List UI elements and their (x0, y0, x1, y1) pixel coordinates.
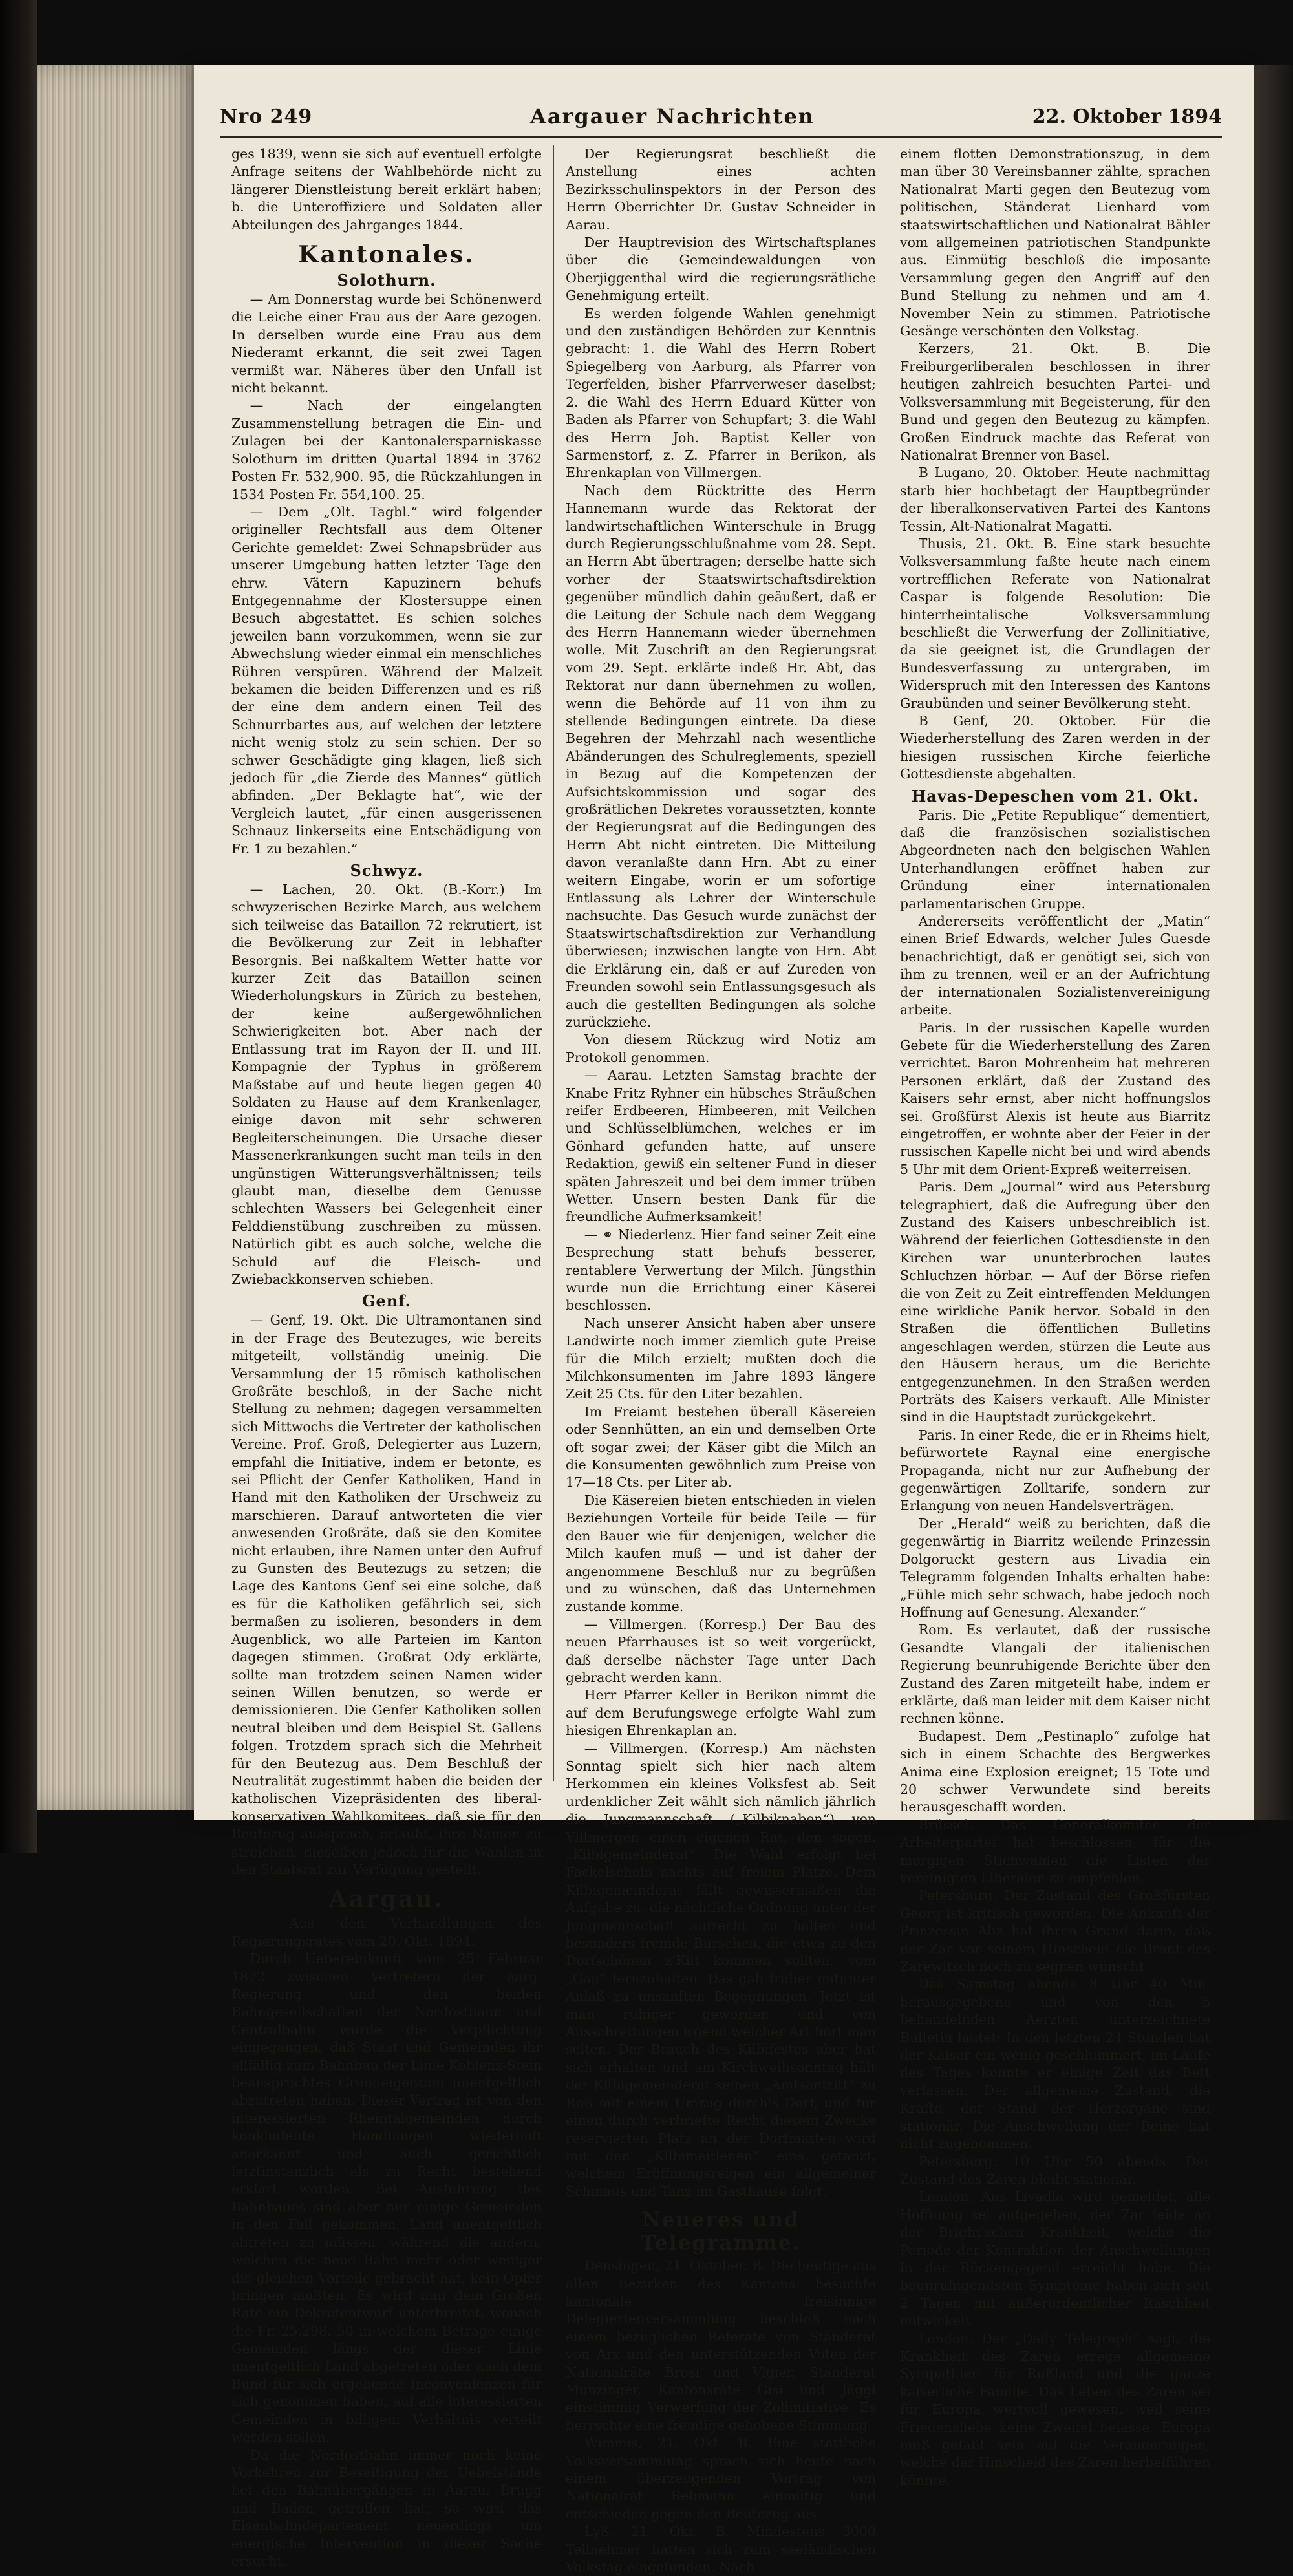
section-heading: Aargau. (328, 1886, 445, 1913)
article-paragraph: Der Hauptrevision des Wirtschaftsplanes über die Gemeindewaldungen von Oberjiggenthal wird die regierungsrätliche Genehmigung erteilt. (566, 235, 876, 304)
article-paragraph: B Genf, 20. Oktober. Für die Wiederherstellung des Zaren werden in der hiesigen russischen Kirche feierliche Gottesdienste abgehalten. (900, 713, 1210, 782)
subsection-heading: Genf. (361, 1292, 412, 1311)
article-paragraph: Im Freiamt bestehen überall Käsereien oder Sennhütten, an ein und demselben Orte oft sogar zwei; der Käser gibt die Milch an die Konsumenten gewöhnlich zum Preise von 17—18 Cts. per Liter ab. (566, 1403, 876, 1491)
newspaper-title: Aargauer Nachrichten (530, 104, 815, 129)
article-paragraph: ges 1839, wenn sie sich auf eventuell erfolgte Anfrage seitens der Wahlbehörde nicht zu längerer Dienstleistung bereit erklärt haben; b. die Unteroffiziere und Soldaten aller Abteilungen des Jahrganges 1844. (231, 146, 542, 233)
article-paragraph: Wimmis, 21. Okt. B. Eine stattliche Volksversammlung sprach sich heute nach einem überzeugenden Vortrag von Nationalrat Rebmann einmütig und entschieden gegen den Beutezug aus. (566, 2435, 876, 2522)
article-paragraph: — Aus den Verhandlungen des Regierungsrates vom 20. Okt. 1894. (231, 1915, 542, 1949)
article-paragraph: Nach unserer Ansicht haben aber unsere Landwirte noch immer ziemlich gute Preise für die Milch erzielt; mußten doch die Milchkonsumenten im Jahre 1893 längere Zeit 25 Cts. für den Liter bezahlen. (566, 1315, 876, 1402)
column-2 (553, 145, 888, 2575)
article-paragraph: London. Der „Daily Telegraph“ sagt, die Krankheit des Zaren errege allgemeine Sympathien für Rußland und die ganze kaiserliche Familie. Das Leben des Zaren sei für Europa wertvoll gewesen, weil seine Friedensliebe keine Zweifel belasse. Europa muß gefaßt sein auf die Veränderungen, welche der Hinscheid des Zaren herbeiführen könnte. (900, 2330, 1210, 2488)
issue-date: 22. Oktober 1894 (1032, 105, 1222, 128)
article-paragraph: Der „Herald“ weiß zu berichten, daß die gegenwärtig in Biarritz weilende Prinzessin Dolgoruckt gestern aus Livadia ein Telegramm folgenden Inhalts erhalten habe: „Fühle mich sehr schwach, habe jedoch noch Hoffnung auf Genesung. Alexander.“ (900, 1515, 1210, 1620)
article-paragraph: Kerzers, 21. Okt. B. Die Freiburgerliberalen beschlossen in ihrer heutigen zahlreich besuchten Partei- und Volksversammlung mit Begeisterung, für den Bund und gegen den Beutezug zu kämpfen. Großen Eindruck machte das Referat von Nationalrat Brenner von Basel. (900, 341, 1210, 463)
columns (220, 145, 1222, 2575)
article-paragraph: Brüssel. Das Generalkomitee der Arbeiterpartei hat beschlossen, für die morgigen Stichwahlen die Listen der vereinigten Liberalen zu empfehlen. (900, 1816, 1210, 1886)
page-header (220, 97, 1222, 138)
article-paragraph: Rom. Es verlautet, daß der russische Gesandte Vlangali der italienischen Regierung beunruhigende Berichte über den Zustand des Zaren mitgeteilt habe, indem er erklärte, daß man leider mit dem Kaiser nicht rechnen könne. (900, 1622, 1210, 1727)
article-paragraph: — Nach der eingelangten Zusammenstellung betragen die Ein- und Zulagen bei der Kantonalersparniskasse Solothurn im dritten Quartal 1894 in 3762 Posten Fr. 532,900. 95, die Rückzahlungen in 1534 Posten Fr. 554,100. 25. (231, 398, 542, 502)
article-paragraph: Es werden folgende Wahlen genehmigt und den zuständigen Behörden zur Kenntnis gebracht: 1. die Wahl des Herrn Robert Spiegelberg von Aarburg, als Pfarrer von Tegerfelden, bisher Pfarrverweser daselbst; 2. die Wahl des Herrn Eduard Kütter von Baden als Pfarrer von Schupfart; 3. die Wahl des Herrn Joh. Baptist Keller von Sarmenstorf, z. Z. Pfarrer in Berikon, als Ehrenkaplan von Villmergen. (566, 305, 876, 481)
article-paragraph: Die Käsereien bieten entschieden in vielen Beziehungen Vorteile für beide Teile — für den Bauer wie für denjenigen, welcher die Milch kaufen muß — und ist daher der angenommene Beschluß nur zu begrüßen und zu wünschen, daß das Unternehmen zustande komme. (566, 1492, 876, 1615)
article-paragraph: Von diesem Rückzug wird Notiz am Protokoll genommen. (566, 1032, 876, 1065)
column-1 (220, 145, 553, 2569)
section-heading: Neueres und Telegramme. (641, 2208, 801, 2255)
article-paragraph: — Am Donnerstag wurde bei Schönenwerd die Leiche einer Frau aus der Aare gezogen. In derselben wurde eine Frau aus dem Niederamt erkannt, die seit zwei Tagen vermißt war. Näheres über den Unfall ist nicht bekannt. (231, 292, 542, 396)
article-paragraph: Herr Pfarrer Keller in Berikon nimmt die auf dem Berufungswege erfolgte Wahl zum hiesigen Ehrenkaplan an. (566, 1687, 876, 1739)
article-paragraph: — Villmergen. (Korresp.) Der Bau des neuen Pfarrhauses ist so weit vorgerückt, daß derselbe nächster Tage unter Dach gebracht werden kann. (566, 1616, 876, 1685)
article-paragraph: Andererseits veröffentlicht der „Matin“ einen Brief Edwards, welcher Jules Guesde benachrichtigt, daß er genötigt sei, sich von ihm zu trennen, weil er an der Aufrichtung der internationalen Sozialistenvereinigung arbeite. (900, 913, 1210, 1018)
article-paragraph: Thusis, 21. Okt. B. Eine stark besuchte Volksversammlung faßte heute nach einem vortrefflichen Referate von Nationalrat Caspar is folgende Resolution: Die hinterrheintalische Volksversammlung beschließt die Verwerfung der Zollinitiative, da sie geeignet ist, die Grundlagen der Bundesverfassung zu untergraben, im Widerspruch mit den Interessen des Kantons Graubünden und seiner Bevölkerung steht. (900, 535, 1210, 711)
article-paragraph: — Genf, 19. Okt. Die Ultramontanen sind in der Frage des Beutezuges, wie bereits mitgeteilt, vollständig uneinig. Die Versammlung der 15 römisch katholischen Großräte beschloß, in der Sache nicht Stellung zu nehmen; dagegen versammelten sich Mittwochs die Vertreter der katholischen Vereine. Prof. Groß, Delegierter aus Luzern, empfahl die Initiative, indem er betonte, es sei Pflicht der Genfer Katholiken, Hand in Hand mit den Katholiken der Urschweiz zu marschieren. Darauf antworteten die vier anwesenden Großräte, daß sie den Komitee nicht erlauben, ihre Namen unter den Aufruf zu Gunsten des Beutezugs zu setzen; die Lage des Kantons Genf sei eine solche, daß es für die Katholiken gefährlich sei, sich bermaßen zu isolieren, besonders in dem Augenblick, wo alle Parteien im Kanton dagegen stimmen. Großrat Ody erklärte, sollte man trotzdem seinen Namen wider seinen Willen benutzen, so werde er demissionieren. Die Genfer Katholiken sollen neutral bleiben und dem Beispiel St. Gallens folgen. Trotzdem sprach sich die Mehrheit für den Beutezug aus. Dem Beschluß der Neutralität zugestimmt haben die beiden der katholischen Vizepräsidenten des liberal-konservativen Wahlkomitees, daß sie für den Beutezug aussprach, erlaubt, ihre Namen zu streichen, dieselben jedoch für die Wahlen in den Staatsrat zur Verfügung gestellt. (231, 1312, 542, 1877)
article-paragraph: — ⚭ Niederlenz. Hier fand seiner Zeit eine Besprechung statt behufs besserer, rentablere Verwertung der Milch. Jüngsthin wurde nun die Errichtung einer Käserei beschlossen. (566, 1226, 876, 1314)
article-paragraph: B Lugano, 20. Oktober. Heute nachmittag starb hier hochbetagt der Hauptbegründer der liberalkonservativen Partei des Kantons Tessin, Alt-Nationalrat Magatti. (900, 465, 1210, 534)
article-paragraph: Budapest. Dem „Pestinaplo“ zufolge hat sich in einem Schachte des Bergwerkes Anima eine Explosion ereignet; 15 Tote und 20 schwer Verwundete sind bereits herausgeschafft worden. (900, 1728, 1210, 1815)
article-paragraph: Petersburg. Der Zustand des Großfürsten Georg ist kritisch geworden. Die Ankunft der Prinzessin Aliz hat ihren Grund darin, daß der Zar vor seinem Hinscheid die Braut des Zarewitsch noch zu segnen wünscht. (900, 1888, 1210, 1975)
subsection-heading: Schwyz. (350, 861, 423, 880)
article-paragraph: — Villmergen. (Korresp.) Am nächsten Sonntag spielt sich hier nach altem Herkommen ein kleines Volksfest ab. Seit urdenklicher Zeit wählt sich nämlich jährlich die Jungmannschaft („Kilbiknaben“) von Villmergen einen eigenen Rat, den sogen. „Kilbigemeinderat“. Die Wahl erfolgt bei Fackelschein nachts auf freiem Platze. Dem Kilbigemeinderat fällt gewissermaßen die Aufgabe zu, die nächtliche Ordnung unter der Jungmannschaft aufrecht zu halten und besonders fremde Burschen, die etwa zu den Dorfschönen z'Kilt kommen sollten, vom „Gäu“ fernzuhalten. Das gab früher mitunter Anlaß zu unsanften Begegnungen. Jetzt ist man ruhiger geworden und von Ausschreitungen irgend welcher Art hört man selten. Der Brauch des Kilbifestes aber hat sich erhalten und am Kirchweihsonntag hält der Kilbigemeinderat seinen „Amtsantritt“ zu Roß mit einem Umzug durch's Dorf, und für einen durch verbriefte Recht diesem Zwecke reservierten Platz an der Dorfmatten wird mit den „Kilbimeitlenen“ eins getanzt, welchem Eröffnungsreigen ein allgemeiner Schmaus und Tanz im Gasthause folgt. (566, 1740, 876, 2199)
newspaper-page (194, 65, 1254, 2575)
subsection-heading: Solothurn. (337, 271, 436, 290)
article-paragraph: einem flotten Demonstrationszug, in dem man über 30 Vereinsbanner zählte, sprachen Nationalrat Marti gegen den Beutezug vom politischen, Ständerat Lienhard vom staatswirtschaftlichen und Nationalrat Bähler vom allgemeinen patriotischen Standpunkte aus. Einmütig beschloß die imposante Versammlung gegen den Angriff auf den Bund Stellung zu nehmen und am 4. November Nein zu stimmen. Patriotische Gesänge verschönten den Volkstag. (900, 146, 1210, 339)
article-paragraph: Das Samstag abends 8 Uhr 40 Min. herausgegebene und von den 5 behandelnden Aerzten unterzeichnete Bulletin lautet: In den letzten 24 Stunden hat der Kaiser ein wenig geschlummert, im Laufe des Tages konnte er einige Zeit das Bett verlassen. Der allgemeine Zustand, die Kräfte, der Stand der Herzorgane sind stationär. Die Anschwellung der Beine hat nicht zugenommen. (900, 1976, 1210, 2152)
article-paragraph: Paris. In einer Rede, die er in Rheims hielt, befürwortete Raynal eine energische Propaganda, nicht nur zur Aufhebung der gegenwärtigen Zolltarife, sondern zur Erlangung von neuen Handelsverträgen. (900, 1427, 1210, 1514)
article-paragraph: Nach dem Rücktritte des Herrn Hannemann wurde das Rektorat der landwirtschaftlichen Winterschule in Brugg durch Regierungsschlußnahme vom 28. Sept. an Herrn Abt übertragen; derselbe hatte sich vorher der Staatswirtschaftsdirektion gegenüber mündlich dahin geäußert, daß er die Leitung der Schule nach dem Weggang des Herrn Hannemann wieder übernehmen wolle. Mit Zuschrift an den Regierungsrat vom 29. Sept. erklärte indeß Hr. Abt, das Rektorat nur dann übernehmen zu wollen, wenn die Behörde auf 11 von ihm zu stellende Bedingungen eintrete. Da diese Begehren der Mehrzahl nach wesentliche Abänderungen des Schulreglements, speziell in Bezug auf die Kompetenzen der Aufsichtskommission und sogar des großrätlichen Dekretes voraussetzten, konnte der Regierungsrat auf die Bedingungen des Herrn Abt nicht eintreten. Die Mitteilung davon veranlaßte dann Hrn. Abt zu einer weitern Eingabe, worin er um sofortige Entlassung als Lehrer der Winterschule nachsuchte. Das Gesuch wurde zunächst der Staatswirtschaftsdirektion zur Verhandlung überwiesen; inzwischen langte von Hrn. Abt die Erklärung ein, daß er auf Zureden von Freunden sowohl sein Entlassungsgesuch als auch die gestellten Bedingungen als solche zurückziehe. (566, 482, 876, 1030)
article-paragraph: Da die Nordostbahn immer noch keine Vorkehren zur Beseitigung der Uebelstände bei den Bahnübergängen in Aarau, Brugg und Baden getroffen hat, so wird das Eisenbahndepartement neuerdings um energische Intervention in dieser Sache ersucht. (231, 2447, 542, 2569)
article-paragraph: Paris. Dem „Journal“ wird aus Petersburg telegraphiert, daß die Aufregung über den Zustand des Kaisers unbeschreiblich ist. Während der feierlichen Gottesdienste in den Kirchen war ununterbrochen lautes Schluchzen hörbar. — Auf der Börse riefen die von Zeit zu Zeit eintreffenden Meldungen eine wirkliche Panik hervor. Sobald in den Straßen die öffentlichen Bulletins angeschlagen werden, stürzen die Leute aus den Häusern heraus, um die Berichte entgegenzunehmen. In den Straßen werden Porträts des Kaisers verkauft. Alle Minister sind in die Hauptstadt zurückgekehrt. (900, 1179, 1210, 1425)
section-heading: Kantonales. (298, 241, 475, 269)
article-paragraph: — Lachen, 20. Okt. (B.-Korr.) Im schwyzerischen Bezirke March, aus welchem sich teilweise das Bataillon 72 rekrutiert, ist die Bevölkerung zur Zeit in lebhafter Besorgnis. Bei naßkaltem Wetter hatte vor kurzer Zeit das Bataillon seinen Wiederholungskurs in Zürich zu bestehen, der keine außergewöhnlichen Schwierigkeiten bot. Aber nach der Entlassung trat im Rayon der II. und III. Kompagnie der Typhus in größerem Maßstabe auf und heute liegen gegen 40 Soldaten zu Hause auf dem Krankenlager, einige davon mit sehr schweren Begleiterscheinungen. Die Ursache dieser Massenerkrankungen sucht man teils in den ungünstigen Witterungsverhältnissen; teils glaubt man, dieselbe dem Genusse schlechten Wassers bei Gelegenheit einer Felddienstübung zuschreiben zu müssen. Natürlich gibt es auch solche, welche die Schuld auf die Fleisch- und Zwiebackkonserven schieben. (231, 882, 542, 1287)
article-paragraph: — Aarau. Letzten Samstag brachte der Knabe Fritz Ryhner ein hübsches Sträußchen reifer Erdbeeren, Himbeeren, mit Veilchen und Schlüsselblümchen, welches er im Gönhard gefunden hatte, auf unsere Redaktion, gewiß ein seltener Fund in dieser späten Jahreszeit und bei dem immer trüben Wetter. Unsern besten Dank für die freundliche Aufmerksamkeit! (566, 1067, 876, 1225)
article-paragraph: Der Regierungsrat beschließt die Anstellung eines achten Bezirksschulinspektors in der Person des Herrn Oberrichter Dr. Gustav Schneider in Aarau. (566, 146, 876, 233)
issue-number: Nro 249 (220, 105, 313, 128)
scan-edge-right (1254, 65, 1293, 1820)
scan-edge (0, 0, 37, 1853)
article-paragraph: Paris. In der russischen Kapelle wurden Gebete für die Wiederherstellung des Zaren verrichtet. Baron Mohrenheim hat mehreren Personen erklärt, daß der Zustand des Kaisers sehr ernst, aber nicht hoffnungslos sei. Großfürst Alexis ist heute aus Biarritz eingetroffen, er wohnte aber der Feier in der russischen Kapelle nicht bei und wird abends 5 Uhr mit dem Orient-Expreß weiterreisen. (900, 1019, 1210, 1177)
article-paragraph: Durch Uebereinkunft vom 25 Februar 1872 zwischen Vertretern der aarg. Regierung und den beiden Bahngesellschaften der Nordostbahn und Centralbahn wurde die Verpflichtung eingegangen, daß Staat und Gemeinden ihr allfällig zum Bahnbau der Linie Koblenz-Stein beanspruchtes Grundeigentum unentgeltlich abzutreten haben. Dieser Vertrag ist von den interessierten Rheintalgemeinden durch konkludente Handlungen wiederholt anerkannt und auch gerichtlich letztinstanzlich als zu Recht bestehend erklärt worden. Bei Ausführung des Bahnbaues sind aber nur einige Gemeinden in den Fall gekommen, Land unentgeltlich abtreten zu müssen, während die andern, welchen die neue Bahn mehr oder weniger die gleichen Vorteile gebracht hat, kein Opfer bringen mußten. Es wird nun dem Großen Rate ein Dekretentwurf unterbreitet, wonach die Fr. 25,298. 50 in welchem Betrage einige Gemeinden längs der dieser Linie unentgeltlich Land abgetreten oder auch dem Bund für sich ergebende Inconvenienzen für sich genommen haben, auf alle interessierten Gemeinden in billigem Verhältnis verteilt werden sollen. (231, 1951, 542, 2445)
article-paragraph: Densingen, 21. Oktober. B. Die heutige aus allen Bezirken des Kantons besuchte kantonale freisinnige Delegiertenversammlung beschloß nach einem bezüglichen Referate von Ständerat von Arx und den unterstützenden Voten der Nationalräte Brosi und Vigier, Ständerat Munzinger, Kantonsräte Gisi und Jäggi einstimmig Verwerfung der Zollinitiative. Es herrschte eine freudige gehobene Stimmung. (566, 2258, 876, 2433)
book-spine (37, 65, 207, 1810)
article-paragraph: Paris. Die „Petite Republique“ dementiert, daß die französischen sozialistischen Abgeordneten nach den belgischen Wahlen Unterhandlungen eröffnet haben zur Gründung einer internationalen parlamentarischen Gruppe. (900, 807, 1210, 911)
subsection-heading: Havas-Depeschen vom 21. Okt. (911, 786, 1199, 805)
article-paragraph: Petersburg. 10 Uhr 50 abends. Der Zustand des Zaren bleibt stationär. (900, 2153, 1210, 2187)
article-paragraph: Lyß, 21. Okt. B. Mindestens 3000 Teilnehmer hatten sich zum seeländischen Volkstag eingefunden. Nach (566, 2524, 876, 2575)
column-3 (888, 145, 1222, 2488)
article-paragraph: London. Aus Livadia wird gemeldet, alle Hoffnung sei aufgegeben, der Zar leide an der Bright'schen Krankheit, welche die Periode der Kontraktion der Anschwellungen in der Rückengegend erreicht habe. Die beunruhigendsten Symptome haben sich seit 2 Tagen mit außerordentlicher Raschheit entwickelt. (900, 2189, 1210, 2329)
article-paragraph: — Dem „Olt. Tagbl.“ wird folgender origineller Rechtsfall aus dem Oltener Gerichte gemeldet: Zwei Schnapsbrüder aus unserer Umgebung hatten letzter Tage den ehrw. Vätern Kapuzinern behufs Entgegennahme der Klostersuppe einen Besuch abgestattet. Es schien solches jeweilen bann vorzukommen, wenn sie zur Abwechslung wieder einmal ein menschliches Rühren verspüren. Während der Malzeit bekamen die beiden Differenzen und es riß der eine dem andern einen Teil des Schnurrbartes aus, auf welchen der letztere nicht wenig stolz zu sein schien. Der so schwer Geschädigte ging klagen, ließ sich jedoch für „die Zierde des Mannes“ gütlich abfinden. „Der Beklagte hat“, wie der Vergleich lautet, „für einen ausgerissenen Schnauz linkerseits eine Entschädigung von Fr. 1 zu bezahlen.“ (231, 504, 542, 857)
